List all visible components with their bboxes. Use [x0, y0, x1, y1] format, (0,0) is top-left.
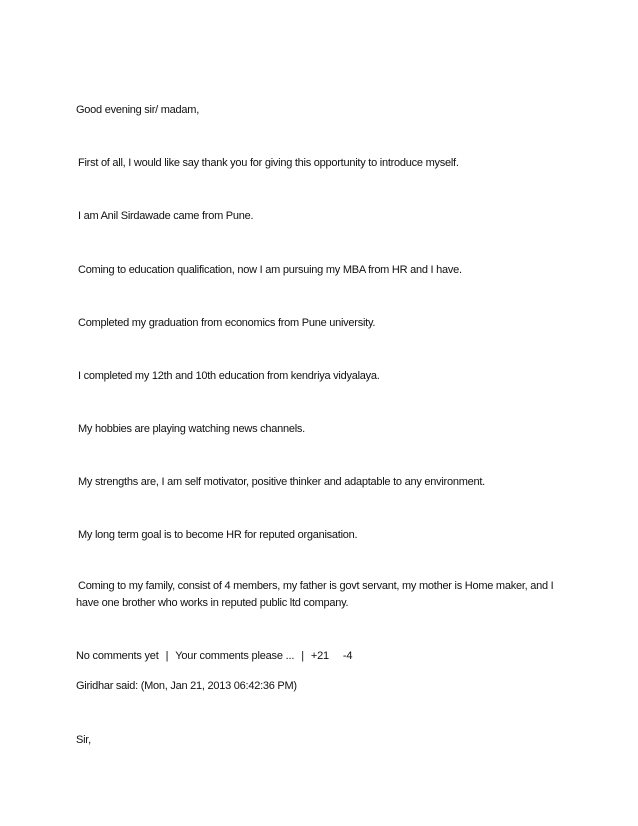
family-line-2: have one brother who works in reputed public ltd company.	[76, 597, 349, 609]
paragraph-family	[76, 578, 568, 612]
family-line-1: Coming to my family, consist of 4 members, my father is govt servant, my mother is Home maker, and I	[78, 580, 554, 592]
comment-author-line: Giridhar said: (Mon, Jan 21, 2013 06:42:36 PM)	[76, 680, 297, 692]
comment-salutation: Sir,	[76, 734, 91, 746]
your-comments-link[interactable]: Your comments please ...	[175, 650, 295, 662]
separator: |	[301, 650, 304, 662]
separator: |	[165, 650, 169, 662]
paragraph-hobbies: My hobbies are playing watching news channels.	[78, 423, 305, 435]
comment-bar	[76, 648, 352, 664]
paragraph-strengths: My strengths are, I am self motivator, positive thinker and adaptable to any environment.	[78, 476, 485, 488]
downvote-count[interactable]: -4	[342, 650, 353, 662]
no-comments-label: No comments yet	[76, 650, 159, 662]
greeting-text: Good evening sir/ madam,	[76, 104, 200, 116]
upvote-count[interactable]: +21	[310, 650, 329, 662]
paragraph-goal: My long term goal is to become HR for reputed organisation.	[78, 529, 358, 541]
paragraph-name: I am Anil Sirdawade came from Pune.	[78, 210, 254, 222]
paragraph-graduation: Completed my graduation from economics from Pune university.	[78, 317, 376, 329]
paragraph-schooling: I completed my 12th and 10th education from kendriya vidyalaya.	[78, 370, 380, 382]
paragraph-intro: First of all, I would like say thank you for giving this opportunity to introduce myself.	[78, 157, 459, 169]
paragraph-education: Coming to education qualification, now I am pursuing my MBA from HR and I have.	[78, 264, 462, 276]
